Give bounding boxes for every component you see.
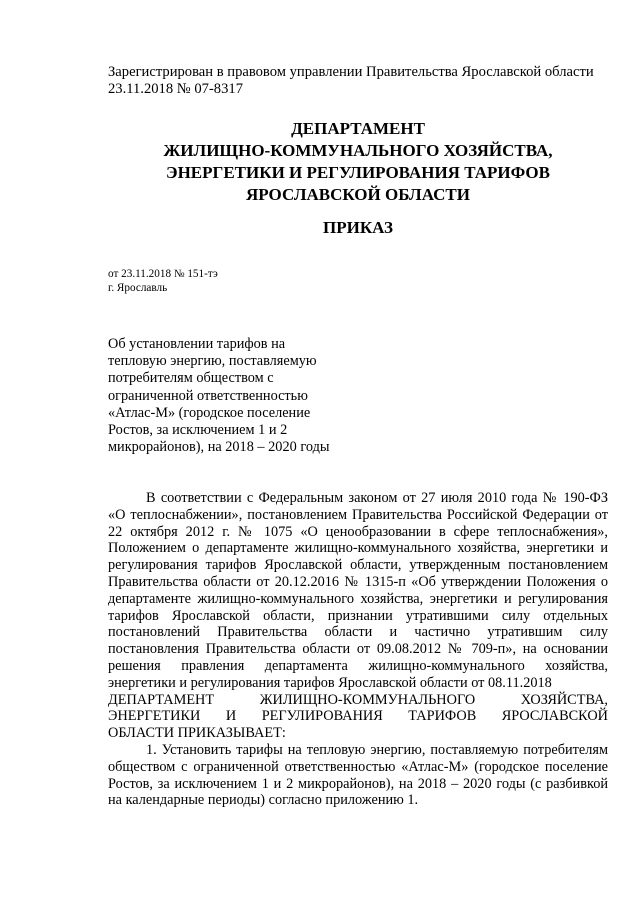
order-body bbox=[108, 490, 608, 809]
subject-line-1: Об установлении тарифов на bbox=[108, 336, 286, 352]
department-line-4: ЯРОСЛАВСКОЙ ОБЛАСТИ bbox=[246, 185, 470, 204]
order-date-number: от 23.11.2018 № 151-тэ bbox=[108, 268, 218, 280]
department-line-2: ЖИЛИЩНО-КОММУНАЛЬНОГО ХОЗЯЙСТВА, bbox=[163, 141, 553, 160]
registration-line-1: Зарегистрирован в правовом управлении Правительства Ярославской области bbox=[108, 64, 594, 80]
orders-line-1: ДЕПАРТАМЕНТ ЖИЛИЩНО-КОММУНАЛЬНОГО ХОЗЯЙСТВА, bbox=[108, 691, 608, 708]
subject-line-5: «Атлас-М» (городское поселение bbox=[108, 404, 311, 421]
orders-line-3: ОБЛАСТИ ПРИКАЗЫВАЕТ: bbox=[108, 725, 286, 742]
department-line-1: ДЕПАРТАМЕНТ bbox=[291, 119, 425, 138]
registration-line-2: 23.11.2018 № 07-8317 bbox=[108, 81, 243, 97]
registration-note bbox=[108, 64, 608, 98]
order-city: г. Ярославль bbox=[108, 282, 168, 294]
subject-line-6: Ростов, за исключением 1 и 2 bbox=[108, 422, 288, 439]
item-1-paragraph: 1. Установить тарифы на тепловую энергию, поставляемую потребителям обществом с ограниченной ответственностью «Атлас-М» (городское поселение Ростов, за исключением 1 и 2 микрорайонов), на 2018 – 2020 годы (с разбивкой на календарные периоды) согласно приложению 1. bbox=[108, 741, 608, 809]
subject-line-7: микрорайонов), на 2018 – 2020 годы bbox=[108, 439, 330, 456]
department-line-3: ЭНЕРГЕТИКИ И РЕГУЛИРОВАНИЯ ТАРИФОВ bbox=[166, 163, 550, 182]
department-heading bbox=[108, 118, 608, 206]
subject-line-3: потребителям обществом с bbox=[108, 370, 274, 387]
order-subject bbox=[108, 336, 363, 456]
preamble-paragraph: В соответствии с Федеральным законом от 27 июля 2010 года № 190-ФЗ «О теплоснабжении», постановлением Правительства Российской Федерации от 22 октября 2012 г. № 1075 «О ценообразовании в сфере теплоснабжения», Положением о департаменте жилищно-коммунального хозяйства, энергетики и регулирования тарифов Ярославской области, утвержденным постановлением Правительства области от 20.12.2016 № 1315-п «Об утверждении Положения о департаменте жилищно-коммунального хозяйства, энергетики и регулирования тарифов Ярославской области, признании утратившими силу отдельных постановлений Правительства области и частично утратившим силу постановления Правительства области от 09.08.2012 № 709-п», на основании решения правления департамента жилищно-коммунального хозяйства, энергетики и регулирования тарифов Ярославской области от 08.11.2018 bbox=[108, 490, 608, 691]
subject-line-4: ограниченной ответственностью bbox=[108, 387, 308, 404]
order-title: ПРИКАЗ bbox=[323, 218, 393, 237]
order-meta bbox=[108, 267, 408, 295]
orders-line-2: ЭНЕРГЕТИКИ И РЕГУЛИРОВАНИЯ ТАРИФОВ ЯРОСЛАВСКОЙ bbox=[108, 708, 608, 725]
subject-line-2: тепловую энергию, поставляемую bbox=[108, 353, 317, 370]
